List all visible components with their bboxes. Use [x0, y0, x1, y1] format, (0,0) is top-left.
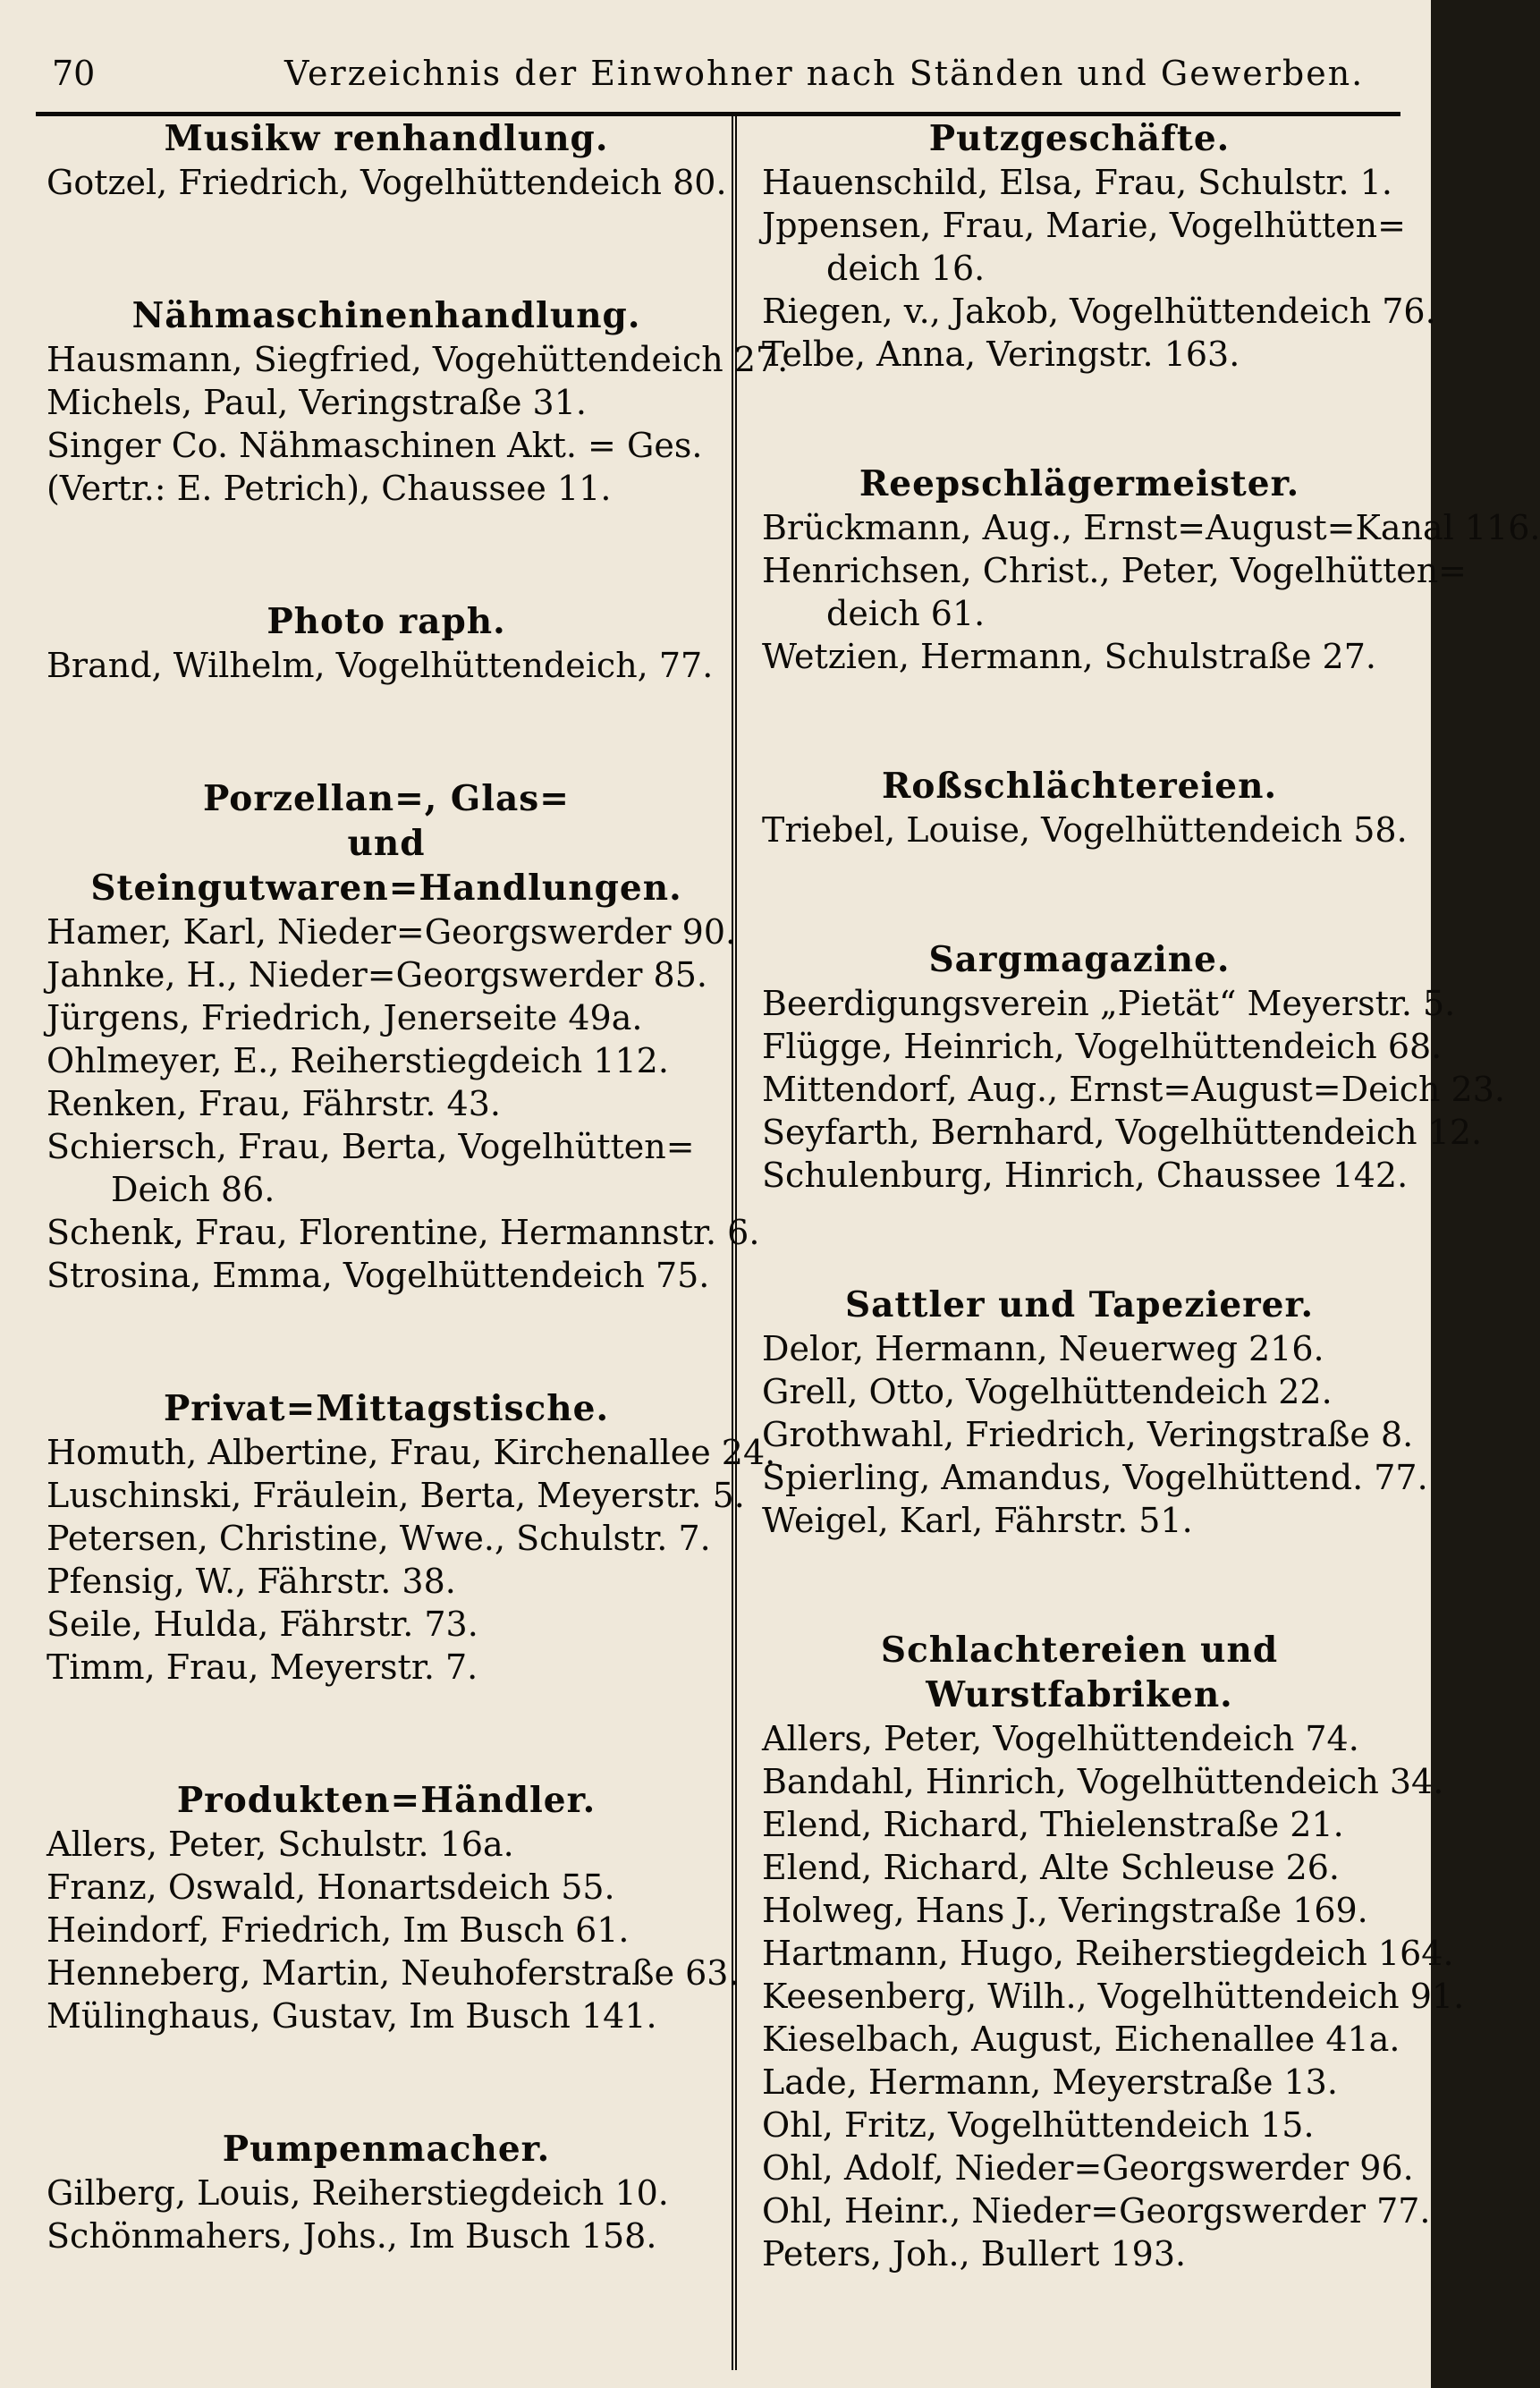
- list-entry: Telbe, Anna, Veringstr. 163.: [762, 334, 1240, 374]
- list-entry: Ohl, Fritz, Vogelhüttendeich 15.: [762, 2105, 1315, 2145]
- list-entry: Jürgens, Friedrich, Jenerseite 49a.: [47, 998, 643, 1037]
- list-entry: Henrichsen, Christ., Peter, Vogelhütten=: [762, 551, 1468, 590]
- list-entry: deich 61.: [826, 594, 986, 633]
- list-entry: Flügge, Heinrich, Vogelhüttendeich 68.: [762, 1027, 1443, 1066]
- column-divider: [732, 116, 737, 2370]
- section-heading: Sattler und Tapezierer.: [844, 1284, 1315, 1325]
- list-entry: Mülinghaus, Gustav, Im Busch 141.: [47, 1996, 657, 2036]
- list-entry: Bandahl, Hinrich, Vogelhüttendeich 34.: [762, 1762, 1444, 1801]
- list-entry: Wetzien, Hermann, Schulstraße 27.: [762, 637, 1376, 676]
- list-entry: Riegen, v., Jakob, Vogelhüttendeich 76.: [762, 292, 1436, 331]
- list-entry: Gilberg, Louis, Reiherstiegdeich 10.: [47, 2173, 669, 2213]
- list-entry: Jahnke, H., Nieder=Georgswerder 85.: [47, 955, 707, 995]
- list-entry: Spierling, Amandus, Vogelhüttend. 77.: [762, 1458, 1428, 1497]
- section-heading: und Steingutwaren=Handlungen.: [90, 823, 682, 909]
- list-entry: Seyfarth, Bernhard, Vogelhüttendeich 12.: [762, 1113, 1483, 1152]
- two-column-body: [36, 116, 1540, 2370]
- section-heading: Produkten=Händler.: [176, 1780, 597, 1821]
- section-heading: Reepschlägermeister.: [859, 463, 1300, 504]
- section-heading: Schlachtereien und Wurstfabriken.: [880, 1630, 1279, 1715]
- list-entry: Grothwahl, Friedrich, Veringstraße 8.: [762, 1415, 1414, 1454]
- list-entry: Allers, Peter, Vogelhüttendeich 74.: [762, 1719, 1359, 1758]
- list-entry: Lade, Hermann, Meyerstraße 13.: [762, 2062, 1338, 2102]
- list-entry: Singer Co. Nähmaschinen Akt. = Ges.: [47, 426, 703, 465]
- list-entry: Brand, Wilhelm, Vogelhüttendeich, 77.: [47, 646, 714, 685]
- list-entry: (Vertr.: E. Petrich), Chaussee 11.: [47, 469, 612, 508]
- list-entry: Keesenberg, Wilh., Vogelhüttendeich 91.: [762, 1977, 1465, 2016]
- list-entry: Holweg, Hans J., Veringstraße 169.: [762, 1891, 1368, 1930]
- section-heading: Sargmagazine.: [928, 939, 1231, 980]
- list-entry: deich 16.: [826, 249, 986, 288]
- list-entry: Ohl, Heinr., Nieder=Georgswerder 77.: [762, 2191, 1431, 2231]
- section-heading: Photo raph.: [267, 601, 506, 642]
- list-entry: Seile, Hulda, Fährstr. 73.: [47, 1605, 478, 1644]
- list-entry: Peters, Joh., Bullert 193.: [762, 2234, 1187, 2274]
- list-entry: Strosina, Emma, Vogelhüttendeich 75.: [47, 1256, 710, 1295]
- list-entry: Elend, Richard, Thielenstraße 21.: [762, 1805, 1344, 1844]
- list-entry: Ohl, Adolf, Nieder=Georgswerder 96.: [762, 2148, 1414, 2188]
- list-entry: Hamer, Karl, Nieder=Georgswerder 90.: [47, 912, 737, 952]
- list-entry: Gotzel, Friedrich, Vogelhüttendeich 80.: [47, 163, 727, 202]
- section-heading: Privat=Mittagstische.: [163, 1388, 610, 1429]
- page-number: 70: [52, 54, 96, 93]
- list-entry: Pfensig, W., Fährstr. 38.: [47, 1562, 456, 1601]
- list-entry: Brückmann, Aug., Ernst=August=Kanal 116.: [762, 508, 1540, 547]
- section-heading: Pumpenmacher.: [222, 2129, 551, 2170]
- list-entry: Weigel, Karl, Fährstr. 51.: [762, 1501, 1193, 1540]
- list-entry: Timm, Frau, Meyerstr. 7.: [47, 1647, 478, 1687]
- list-entry: Kieselbach, August, Eichenallee 41a.: [762, 2020, 1400, 2059]
- list-entry: Deich 86.: [111, 1170, 275, 1209]
- section-heading: Porzellan=, Glas=: [203, 778, 570, 819]
- list-entry: Ohlmeyer, E., Reiherstiegdeich 112.: [47, 1041, 669, 1080]
- list-entry: Henneberg, Martin, Neuhoferstraße 63.: [47, 1953, 740, 1993]
- list-entry: Allers, Peter, Schulstr. 16a.: [47, 1825, 514, 1864]
- section-heading: Putzgeschäfte.: [928, 118, 1231, 159]
- list-entry: Elend, Richard, Alte Schleuse 26.: [762, 1848, 1340, 1887]
- list-entry: Hausmann, Siegfried, Vogehüttendeich 27.: [47, 340, 789, 379]
- running-title: Verzeichnis der Einwohner nach Ständen und Gewerben.: [284, 54, 1365, 93]
- list-entry: Mittendorf, Aug., Ernst=August=Deich 23.: [762, 1070, 1505, 1109]
- list-entry: Renken, Frau, Fährstr. 43.: [47, 1084, 501, 1123]
- list-entry: Heindorf, Friedrich, Im Busch 61.: [47, 1910, 630, 1950]
- list-entry: Schönmahers, Johs., Im Busch 158.: [47, 2216, 657, 2256]
- list-entry: Beerdigungsverein „Pietät“ Meyerstr. 5.: [762, 984, 1456, 1023]
- list-entry: Franz, Oswald, Honartsdeich 55.: [47, 1867, 615, 1907]
- list-entry: Schulenburg, Hinrich, Chaussee 142.: [762, 1156, 1409, 1195]
- left-column: [36, 116, 789, 2370]
- list-entry: Delor, Hermann, Neuerweg 216.: [762, 1329, 1324, 1368]
- list-entry: Schiersch, Frau, Berta, Vogelhütten=: [47, 1127, 695, 1166]
- list-entry: Hartmann, Hugo, Reiherstiegdeich 164.: [762, 1934, 1454, 1973]
- list-entry: Triebel, Louise, Vogelhüttendeich 58.: [762, 810, 1408, 850]
- section-heading: Roßschlächtereien.: [881, 766, 1278, 807]
- list-entry: Petersen, Christine, Wwe., Schulstr. 7.: [47, 1519, 711, 1558]
- list-entry: Michels, Paul, Veringstraße 31.: [47, 383, 587, 422]
- list-entry: Grell, Otto, Vogelhüttendeich 22.: [762, 1372, 1333, 1411]
- list-entry: Jppensen, Frau, Marie, Vogelhütten=: [762, 206, 1406, 245]
- list-entry: Schenk, Frau, Florentine, Hermannstr. 6.: [47, 1213, 760, 1252]
- section-heading: Musikw renhandlung.: [164, 118, 609, 159]
- list-entry: Homuth, Albertine, Frau, Kirchenallee 24.: [47, 1433, 776, 1472]
- list-entry: Luschinski, Fräulein, Berta, Meyerstr. 5.: [47, 1476, 745, 1515]
- page-header: [36, 54, 1400, 116]
- right-column: [733, 116, 1540, 2370]
- list-entry: Hauenschild, Elsa, Frau, Schulstr. 1.: [762, 163, 1392, 202]
- section-heading: Nähmaschinenhandlung.: [131, 295, 641, 336]
